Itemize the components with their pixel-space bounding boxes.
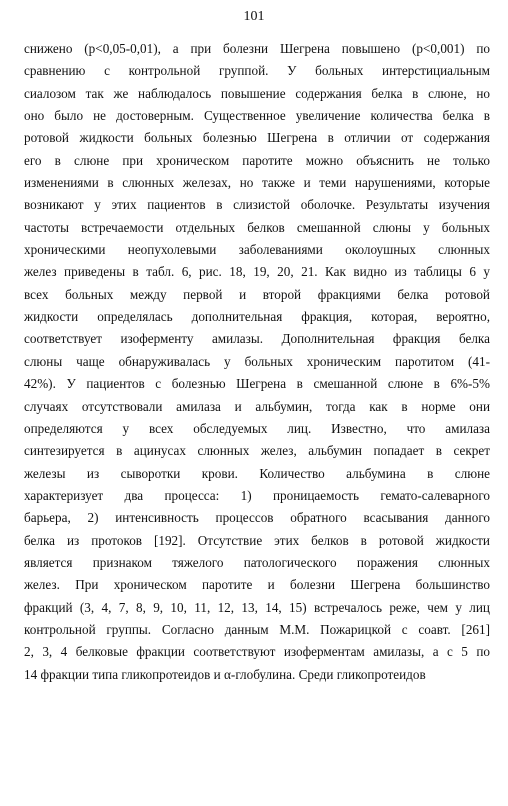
text-line: всех больных между первой и второй фракциями белка ротовой bbox=[24, 286, 490, 302]
page-number: 101 bbox=[243, 9, 265, 24]
text-line: ротовой жидкости больных болезнью Шегрена в отличии от содержания bbox=[24, 130, 490, 146]
text-line: барьера, 2) интенсивность процессов обратного всасывания данного bbox=[24, 510, 490, 526]
text-line: железы из сыворотки крови. Количество альбумина в слюне bbox=[24, 465, 490, 481]
text-line: белка из протоков [192]. Отсутствие этих белков в ротовой жидкости bbox=[24, 532, 490, 548]
text-line: контрольной группы. Согласно данным М.М. Пожарицкой с соавт. [261] bbox=[24, 621, 490, 637]
text-line: снижено (р<0,05-0,01), а при болезни Шегрена повышено (р<0,001) по bbox=[24, 41, 490, 56]
text-line: соответствует изоферменту амилазы. Дополнительная фракция белка bbox=[24, 331, 490, 347]
text-line: хроническими неопухолевыми заболеваниями околоушных слюнных bbox=[24, 242, 490, 258]
text-line: оно было не достоверным. Существенное увеличение количества белка в bbox=[24, 108, 490, 124]
text-line: фракций (3, 4, 7, 8, 9, 10, 11, 12, 13, 14, 15) встречалось реже, чем у лиц bbox=[24, 599, 490, 615]
text-line: частоты встречаемости отдельных белков смешанной слюны у больных bbox=[24, 219, 490, 235]
body-text bbox=[24, 38, 490, 686]
text-line: изменениями в слюнных железах, но также и теми нарушениями, которые bbox=[24, 175, 490, 191]
text-line: желез приведены в табл. 6, рис. 18, 19, 20, 21. Как видно из таблицы 6 у bbox=[24, 264, 490, 280]
text-line: жидкости определялась дополнительная фракция, которая, вероятно, bbox=[24, 309, 490, 325]
text-line: слюны чаще обнаруживалась у больных хроническим паротитом (41- bbox=[24, 353, 490, 369]
text-line: случаях отсутствовали амилаза и альбумин, тогда как в норме они bbox=[24, 398, 490, 414]
text-line: 42%). У пациентов с болезнью Шегрена в смешанной слюне в 6%-5% bbox=[24, 376, 490, 392]
text-line: синтезируется в ацинусах слюнных желез, альбумин попадает в секрет bbox=[24, 443, 490, 459]
text-line: сиалозом так же наблюдалось повышение содержания белка в слюне, но bbox=[24, 85, 490, 101]
text-line: 14 фракции типа гликопротеидов и α-глобулина. Среди гликопротеидов bbox=[24, 666, 426, 682]
text-line: характеризует два процесса: 1) проницаемость гемато-салеварного bbox=[24, 487, 490, 503]
text-line: является признаком тяжелого патологического поражения слюнных bbox=[24, 554, 490, 570]
text-line: возникают у этих пациентов в слизистой оболочке. Результаты изучения bbox=[24, 197, 490, 213]
text-line: сравнению с контрольной группой. У больных интерстициальным bbox=[24, 63, 490, 79]
text-line: его в слюне при хроническом паротите можно объяснить не только bbox=[24, 152, 490, 168]
text-line: определяются у всех обследуемых лиц. Известно, что амилаза bbox=[24, 420, 490, 436]
text-line: желез. При хроническом паротите и болезни Шегрена большинство bbox=[24, 577, 490, 593]
text-line: 2, 3, 4 белковые фракции соответствуют изоферментам амилазы, а с 5 по bbox=[24, 644, 490, 660]
